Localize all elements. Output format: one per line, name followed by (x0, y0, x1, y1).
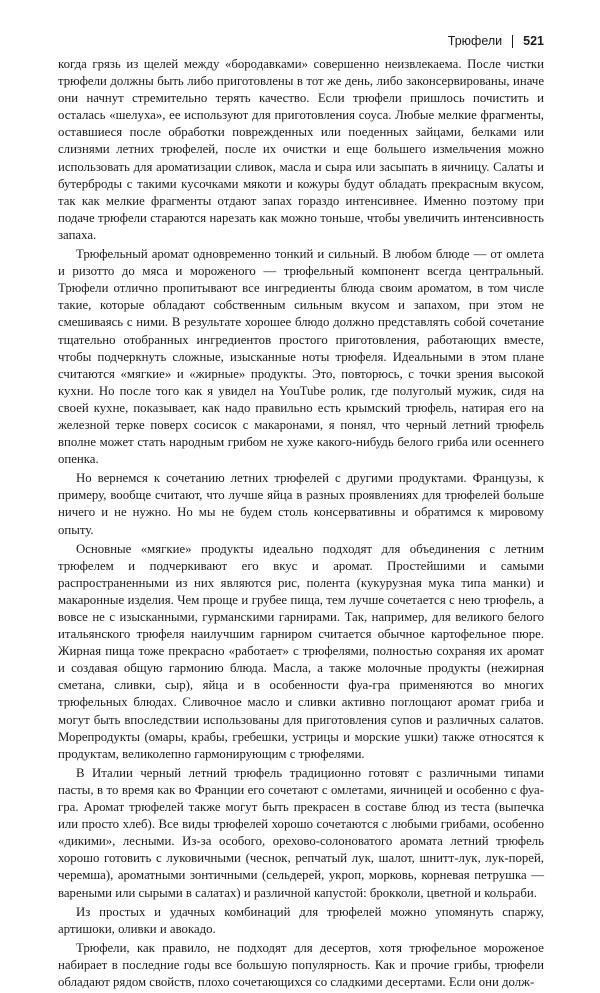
running-header (448, 34, 544, 48)
paragraph: Трюфели, как правило, не подходят для десертов, хотя трюфельное мороженое набирает в последние годы все большую популярность. Как и прочие грибы, трюфели обладают рядом свойств, плохо сочетающихся со сладкими десертами. Если они долж- (58, 940, 544, 989)
paragraph: В Италии черный летний трюфель традиционно готовят с различными типами пасты, в то время как во Франции его сочетают с омлетами, яичницей и особенно с фуа-гра. Аромат трюфелей также могут быть прекрасен в составе блюд из теста (выпечка или просто хлеб). Все виды трюфелей хорошо сочетаются с любыми грибами, особенно «дикими», лесными. Из-за особого, орехово-солоноватого аромата летний трюфель хорошо готовить с луковичными (чеснок, репчатый лук, шалот, шнитт-лук, лук-порей, черемша), ароматными зонтичными (сельдерей, укроп, морковь, корневая петрушка — вареными или сырыми в салатах) и различной капустой: брокколи, цветной и кольраби. (58, 765, 544, 900)
paragraph: Из простых и удачных комбинаций для трюфелей можно упомянуть спаржу, артишоки, оливки и авокадо. (58, 904, 544, 936)
paragraph: Но вернемся к сочетанию летних трюфелей с другими продуктами. Французы, к примеру, вообще считают, что лучше яйца в разных проявлениях для трюфелей больше ничего и не нужно. Но мы не будем столь консервативны и обратимся к мировому опыту. (58, 471, 544, 537)
header-divider (512, 35, 513, 48)
page-number: 521 (523, 34, 544, 48)
paragraph: когда грязь из щелей между «бородавками» совершенно неизвлекаема. После чистки трюфели должны быть либо приготовлены в тот же день, либо законсервированы, иначе они начнут стремительно терять качество. Если трюфели пришлось почистить и осталась «шелуха», ее используют для приготовления соуса. Любые мелкие фрагменты, оставшиеся после обработки поврежденных или поеденных зайцами, белками или слизнями летних трюфелей, после их очистки и еще большего измельчения можно использовать для ароматизации сливок, масла и сыра или засыпать в яичницу. Салаты и бутерброды с такими кусочками мякоти и кожуры будут обладать прекрасным вкусом, так как мелкие фрагменты отдают запах гораздо интенсивнее. Именно поэтому при подаче трюфели стараются нарезать как можно тоньше, чтобы увеличить интенсивность запаха. (58, 57, 544, 242)
paragraph: Основные «мягкие» продукты идеально подходят для объединения с летним трюфелем и подчеркивают его вкус и аромат. Простейшими и самыми распространенными из них являются рис, полента (кукурузная мука типа манки) и макаронные изделия. Чем проще и грубее пища, тем лучше сочетается с нею трюфель, а вовсе не с изысканными, гурманскими гарнирами. Так, например, для великого белого итальянского трюфеля наилучшим гарниром считается обычное картофельное пюре. Жирная пища тоже прекрасно «работает» с трюфелями, полностью сохраняя их аромат и создавая общую гармонию блюда. Масла, а также молочные продукты (нежирная сметана, сливки, сыр), яйца и в особенности фуа-гра применяются во многих трюфельных блюдах. Сливочное масло и сливки активно поглощают аромат гриба и могут быть впоследствии использованы для приготовления супов и различных салатов. Морепродукты (омары, крабы, гребешки, устрицы и морские ушки) также относятся к продуктам, великолепно гармонирующим с трюфелями. (58, 541, 544, 761)
section-title: Трюфели (447, 34, 503, 48)
body-text (58, 56, 544, 993)
paragraph: Трюфельный аромат одновременно тонкий и сильный. В любом блюде — от омлета и ризотто до мяса и мороженого — трюфельный компонент всегда центральный. Трюфели отлично пропитывают все ингредиенты блюда своим ароматом, в том числе такие, которые обладают собственным сильным вкусом и запахом, при этом не смешиваясь с ними. В результате хорошее блюдо должно представлять собой сочетание тщательно отобранных ингредиентов простого приготовления, работающих вместе, чтобы подчеркнуть сложные, изысканные ноты трюфеля. Идеальными в этом плане считаются «мягкие» и «жирные» продукты. Это, повторюсь, с точки зрения высокой кухни. Но после того как я увидел на YouTube ролик, где полуголый мужик, сидя на своей кухне, показывает, как надо правильно есть крымский трюфель, натирая его на железной терке поверх сосисок с макаронами, я понял, что черный летний трюфель вполне может стать народным грибом не хуже какого-нибудь белого гриба или осеннего опенка. (58, 247, 544, 467)
